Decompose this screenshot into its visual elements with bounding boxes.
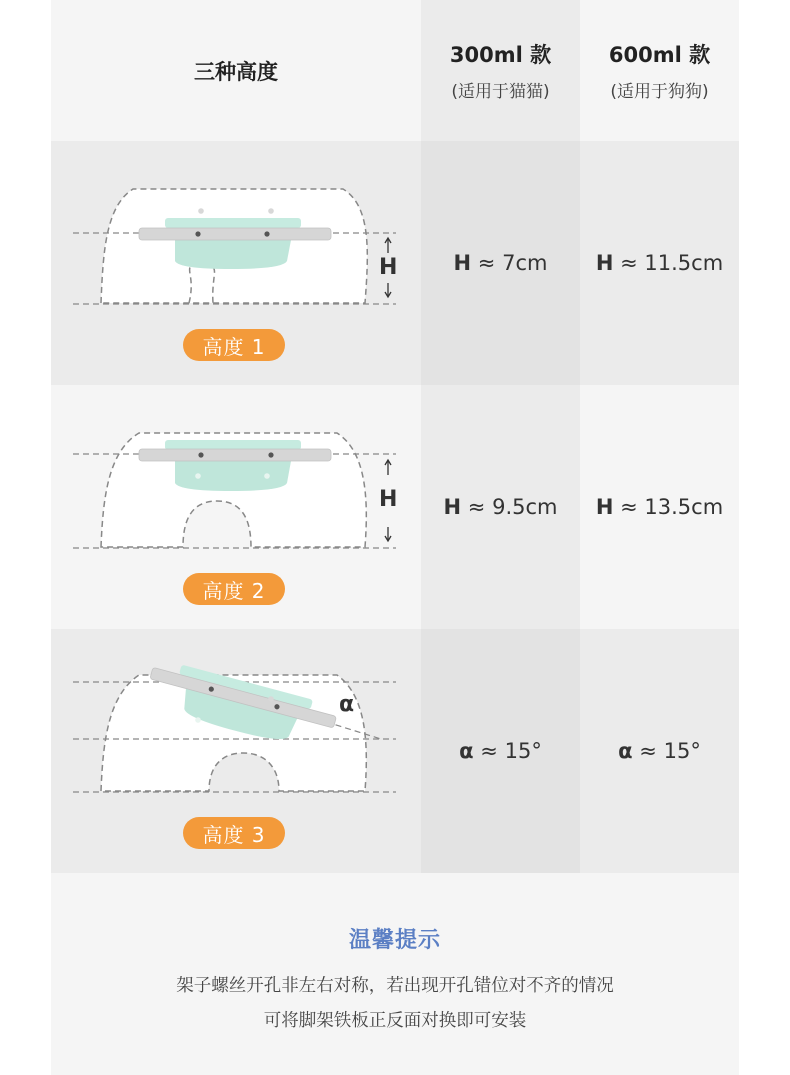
header-600ml-title: 600ml 款 bbox=[608, 43, 711, 67]
value-amount: 15° bbox=[504, 739, 542, 763]
stand-diagram-height-1 bbox=[51, 141, 421, 385]
value-cell-300ml bbox=[421, 629, 580, 873]
table-row bbox=[51, 141, 739, 385]
approx-sign: ≈ bbox=[480, 739, 498, 763]
diagram-cell-height-3 bbox=[51, 629, 421, 873]
tips-title: 温馨提示 bbox=[348, 928, 441, 953]
value-amount: 13.5cm bbox=[644, 495, 724, 519]
header-600ml-subtitle: (适用于狗狗) bbox=[610, 82, 709, 102]
value-symbol: α bbox=[459, 739, 474, 763]
value-symbol: H bbox=[595, 251, 614, 275]
value-amount: 15° bbox=[663, 739, 701, 763]
height-3-badge: 高度 3 bbox=[183, 817, 285, 849]
header-heights-label: 三种高度 bbox=[194, 59, 278, 84]
approx-sign: ≈ bbox=[620, 495, 638, 519]
value-600ml-height-1 bbox=[596, 251, 723, 275]
value-cell-600ml bbox=[580, 385, 739, 629]
tips-line-2: 可将脚架铁板正反面对换即可安装 bbox=[263, 1011, 527, 1031]
table-row bbox=[51, 385, 739, 629]
value-600ml-height-3 bbox=[618, 739, 701, 763]
value-300ml-height-2 bbox=[444, 495, 558, 519]
value-cell-600ml bbox=[580, 629, 739, 873]
table-header-row bbox=[51, 0, 739, 141]
header-cell-300ml bbox=[421, 0, 580, 141]
diagram-cell-height-2 bbox=[51, 385, 421, 629]
approx-sign: ≈ bbox=[639, 739, 657, 763]
height-marker-h: H bbox=[379, 255, 398, 280]
value-symbol: H bbox=[453, 251, 472, 275]
height-2-badge: 高度 2 bbox=[183, 573, 285, 605]
height-1-badge: 高度 1 bbox=[183, 329, 285, 361]
value-300ml-height-3 bbox=[459, 739, 542, 763]
stand-diagram-height-2 bbox=[51, 385, 421, 629]
value-cell-300ml bbox=[421, 141, 580, 385]
value-600ml-height-2 bbox=[596, 495, 723, 519]
approx-sign: ≈ bbox=[467, 495, 486, 519]
approx-sign: ≈ bbox=[620, 251, 638, 275]
value-symbol: H bbox=[595, 495, 614, 519]
value-symbol: α bbox=[618, 739, 633, 763]
header-300ml-title: 300ml 款 bbox=[449, 43, 552, 67]
header-cell-600ml bbox=[580, 0, 739, 141]
value-cell-600ml bbox=[580, 141, 739, 385]
value-amount: 9.5cm bbox=[492, 495, 558, 519]
approx-sign: ≈ bbox=[477, 251, 496, 275]
tips-panel bbox=[51, 873, 739, 1075]
angle-marker-alpha: α bbox=[339, 692, 355, 717]
diagram-cell-height-1 bbox=[51, 141, 421, 385]
height-marker-h: H bbox=[379, 487, 398, 512]
height-comparison-table bbox=[51, 0, 739, 873]
value-cell-300ml bbox=[421, 385, 580, 629]
header-cell-heights bbox=[51, 0, 421, 141]
value-amount: 11.5cm bbox=[644, 251, 724, 275]
value-symbol: H bbox=[443, 495, 462, 519]
stand-diagram-height-3 bbox=[51, 629, 421, 873]
table-row bbox=[51, 629, 739, 873]
value-amount: 7cm bbox=[502, 251, 548, 275]
value-300ml-height-1 bbox=[454, 251, 548, 275]
header-300ml-subtitle: (适用于猫猫) bbox=[451, 82, 550, 102]
tips-line-1: 架子螺丝开孔非左右对称，若出现开孔错位对不齐的情况 bbox=[176, 976, 614, 996]
